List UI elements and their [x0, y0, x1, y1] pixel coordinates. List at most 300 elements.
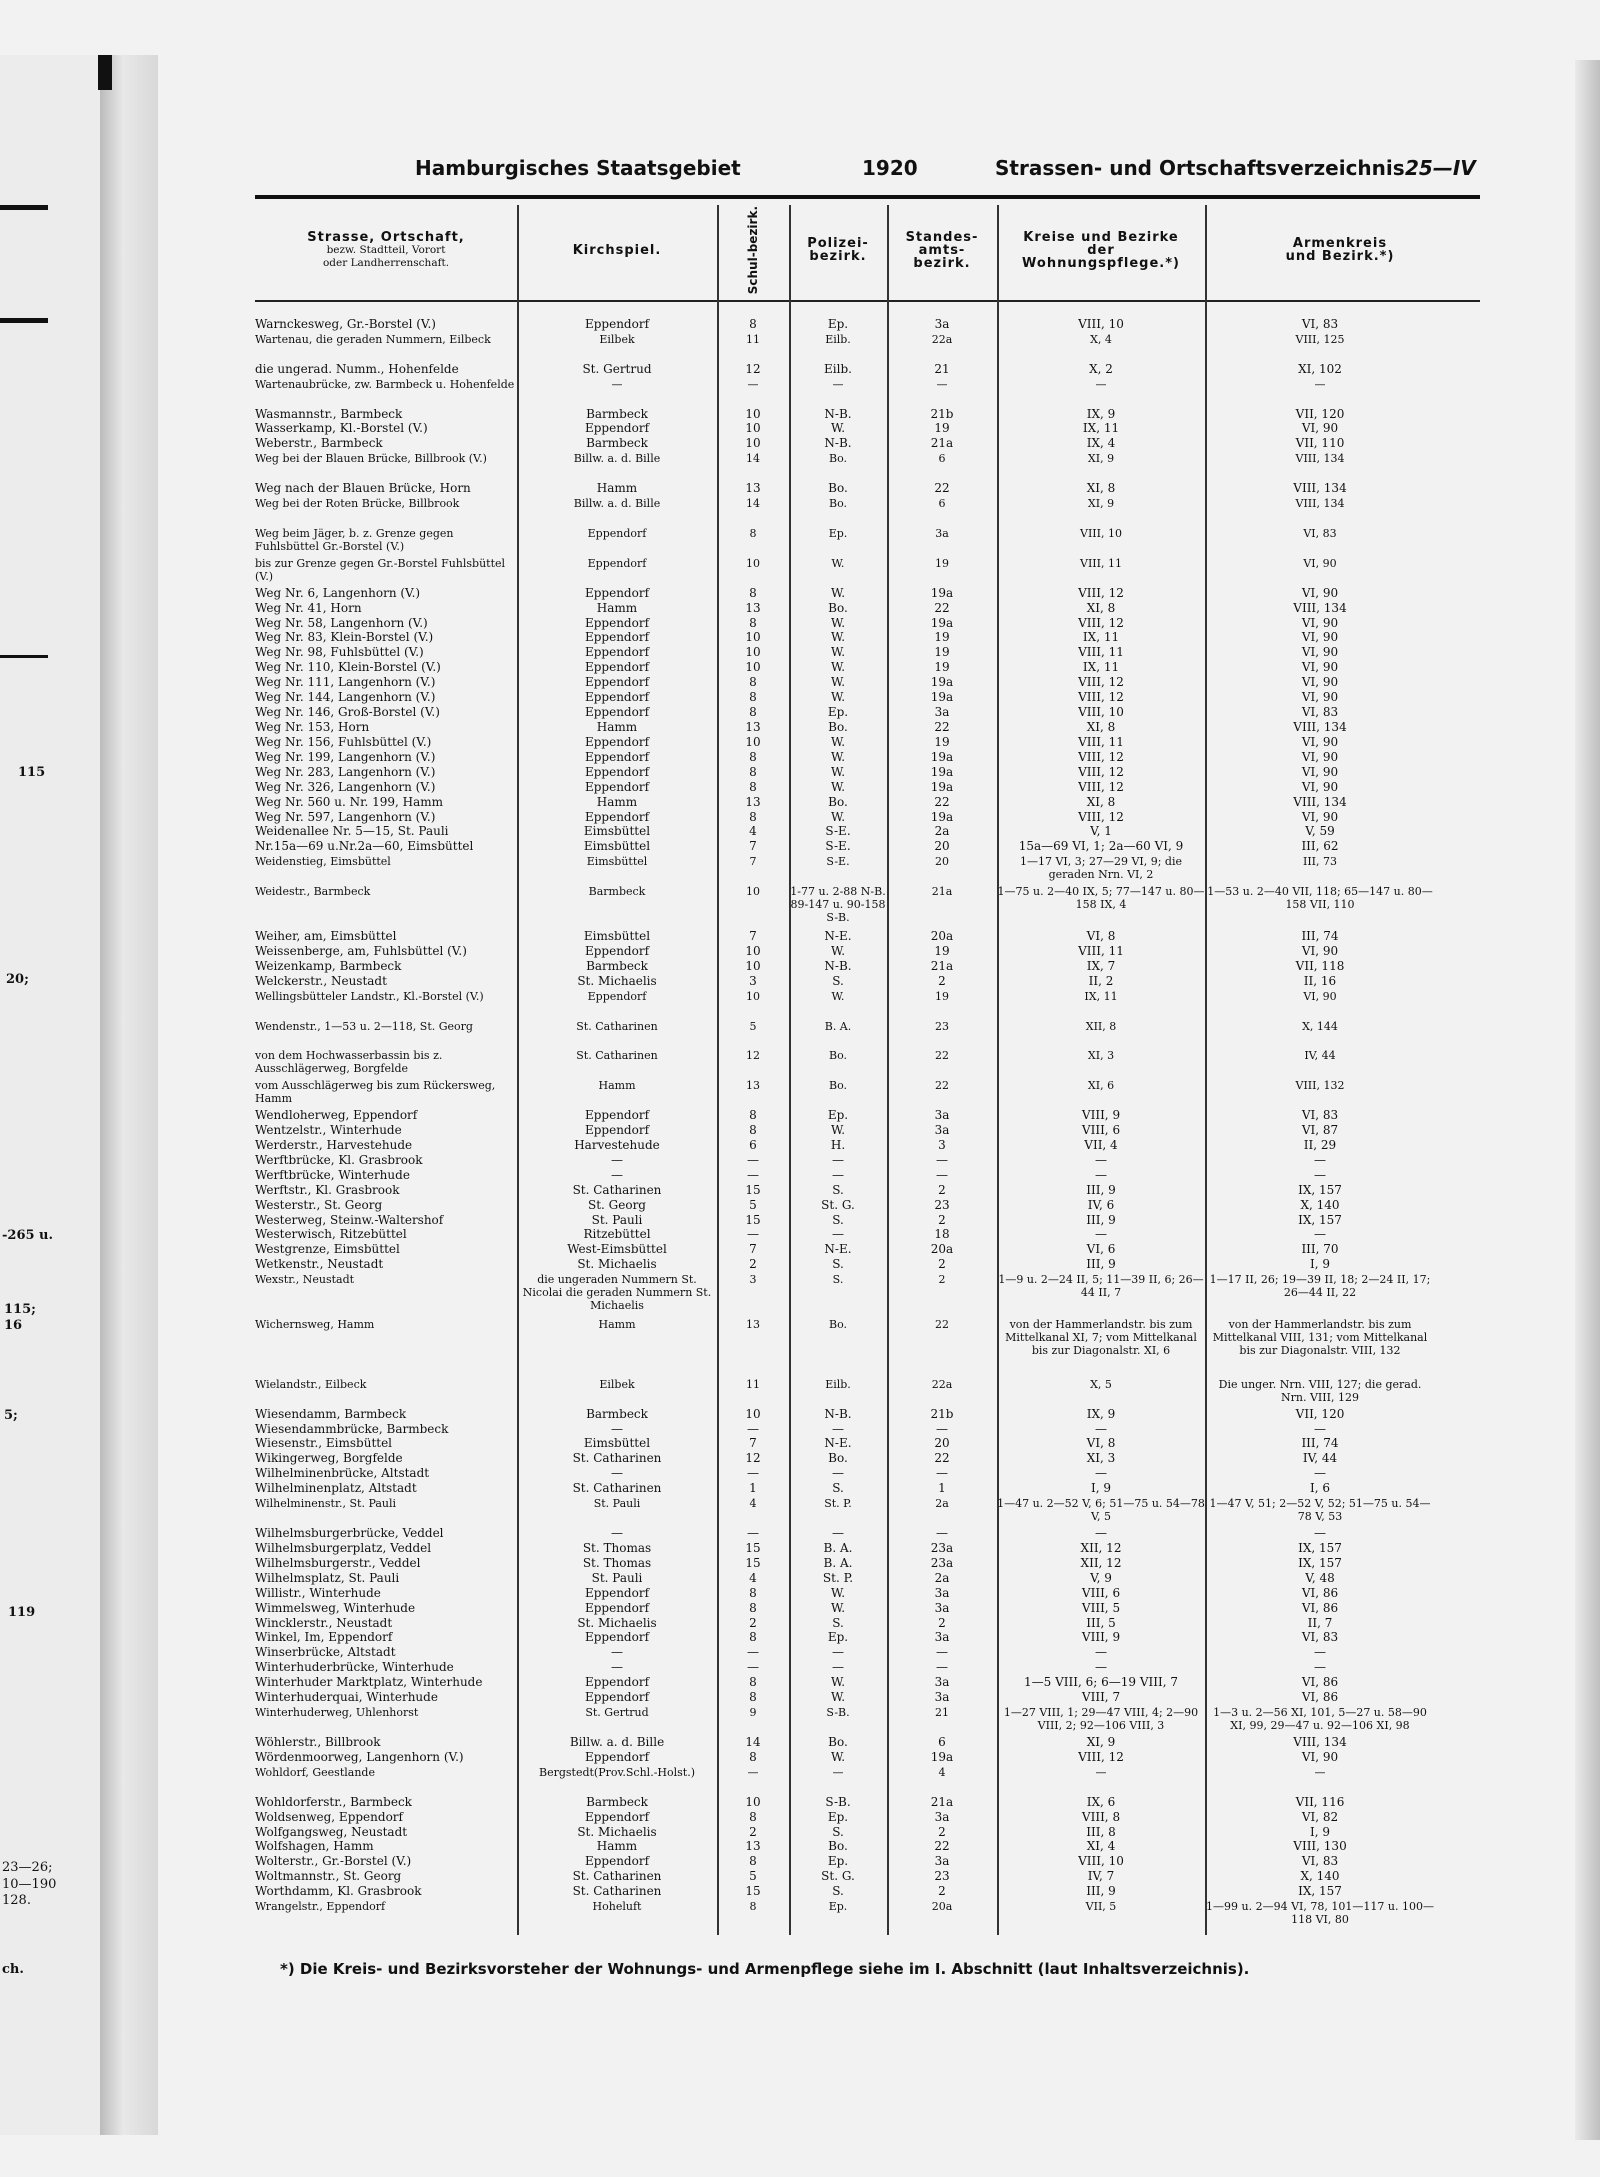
standesamtsbezirk-cell: 4 [938, 1765, 946, 1779]
standesamtsbezirk-cell: 20a [930, 1242, 954, 1257]
wohnungspflege-cell: VIII, 12 [1078, 585, 1124, 600]
standesamtsbezirk-cell: 21a [930, 958, 954, 973]
wohnungspflege-cell: VI, 6 [1086, 1242, 1116, 1257]
table-row [255, 1184, 1480, 1199]
table-row [255, 1900, 1480, 1930]
armenkreis-cell: VII, 118 [1295, 958, 1345, 973]
wohnungspflege-cell: VIII, 12 [1078, 809, 1124, 824]
wohnungspflege-cell: XII, 12 [1080, 1555, 1122, 1570]
wohnungspflege-cell: IX, 11 [1084, 989, 1118, 1003]
kirchspiel-cell: Hamm [596, 720, 638, 734]
wohnungspflege-cell: I, 9 [1090, 1481, 1111, 1496]
polizeibezirk-cell: St. P. [824, 1497, 852, 1511]
street-name-cell: Westerweg, Steinw.-Waltershof [255, 1212, 444, 1227]
standesamtsbezirk-cell: 22 [934, 1451, 950, 1466]
table-row [255, 437, 1480, 452]
street-name-cell: die ungerad. Numm., Hohenfelde [255, 361, 459, 376]
table-row [255, 1617, 1480, 1632]
schulbezirk-cell: 10 [746, 989, 760, 1003]
wohnungspflege-cell: — [1095, 377, 1107, 391]
armenkreis-cell: VIII, 134 [1293, 720, 1347, 734]
street-name-cell: Werftstr., Kl. Grasbrook [255, 1182, 400, 1197]
polizeibezirk-cell: Ep. [827, 1809, 849, 1824]
armenkreis-cell: VI, 86 [1301, 1600, 1339, 1615]
polizeibezirk-cell: St. G. [821, 1869, 855, 1884]
standesamtsbezirk-cell: 3a [934, 1108, 950, 1123]
schulbezirk-cell: 14 [746, 452, 760, 466]
kirchspiel-cell: West-Eimsbüttel [567, 1242, 667, 1257]
street-name-cell: Weissenberge, am, Fuhlsbüttel (V.) [255, 943, 467, 958]
street-name-cell: Wartenau, die geraden Nummern, Eilbeck [255, 332, 491, 346]
armenkreis-cell: VI, 90 [1301, 645, 1339, 660]
wohnungspflege-cell: 1—17 VI, 3; 27—29 VI, 9; die geraden Nrn. VI, 2 [1019, 855, 1183, 882]
table-row [255, 1826, 1480, 1841]
column-title: Schul-bezirk. [745, 205, 760, 295]
polizeibezirk-cell: B. A. [823, 1540, 853, 1555]
kirchspiel-cell: Eppendorf [584, 615, 650, 630]
table-row [255, 1840, 1480, 1855]
table-row [255, 1542, 1480, 1557]
schulbezirk-cell: 13 [745, 794, 761, 809]
standesamtsbezirk-cell: — [936, 377, 948, 391]
street-name-cell: Wilhelminenstr., St. Pauli [255, 1497, 397, 1511]
left-fragment: 128. [2, 1893, 31, 1908]
table-row [255, 825, 1480, 840]
kirchspiel-cell: Eilbek [599, 1377, 635, 1391]
table-row [255, 1691, 1480, 1706]
wohnungspflege-cell: — [1095, 1152, 1107, 1167]
schulbezirk-cell: 7 [749, 1242, 757, 1257]
schulbezirk-cell: 10 [745, 943, 761, 958]
armenkreis-cell: VII, 120 [1295, 406, 1345, 421]
armenkreis-cell: I, 9 [1309, 1824, 1330, 1839]
polizeibezirk-cell: Ep. [828, 526, 848, 540]
wohnungspflege-cell: III, 9 [1086, 1182, 1116, 1197]
polizeibezirk-cell: W. [831, 989, 845, 1003]
schulbezirk-cell: 14 [746, 497, 760, 511]
wohnungspflege-cell: VIII, 12 [1078, 749, 1124, 764]
wohnungspflege-cell: VII, 5 [1085, 1900, 1117, 1914]
polizeibezirk-cell: W. [831, 556, 845, 570]
left-rule [0, 205, 48, 210]
armenkreis-cell: VI, 90 [1301, 630, 1339, 645]
left-rule [0, 318, 48, 323]
table-row [255, 1408, 1480, 1423]
wohnungspflege-cell: XII, 8 [1085, 1019, 1117, 1033]
street-name-cell: Werftbrücke, Winterhude [255, 1167, 410, 1182]
armenkreis-cell: VIII, 134 [1293, 794, 1347, 809]
wohnungspflege-cell: VIII, 11 [1078, 645, 1124, 660]
standesamtsbezirk-cell: 19 [934, 660, 950, 675]
table-row [255, 1228, 1480, 1243]
street-name-cell: Wolterstr., Gr.-Borstel (V.) [255, 1854, 412, 1869]
armenkreis-cell: VI, 83 [1301, 1854, 1339, 1869]
armenkreis-cell: I, 6 [1309, 1481, 1330, 1496]
wohnungspflege-cell: VIII, 9 [1081, 1108, 1121, 1123]
table-row [255, 1885, 1480, 1900]
table-row [255, 1020, 1480, 1050]
wohnungspflege-cell: XI, 4 [1086, 1839, 1116, 1854]
standesamtsbezirk-cell: 21 [935, 1706, 949, 1720]
table-row [255, 1602, 1480, 1617]
table-row [255, 1243, 1480, 1258]
schulbezirk-cell: 8 [749, 585, 757, 600]
standesamtsbezirk-cell: 19 [934, 630, 950, 645]
kirchspiel-cell: St. Catharinen [572, 1884, 662, 1899]
polizeibezirk-cell: 1-77 u. 2-88 N-B. 89-147 u. 90-158 S-B. [790, 885, 886, 925]
standesamtsbezirk-cell: 19a [930, 690, 954, 705]
schulbezirk-cell: 8 [749, 1630, 757, 1645]
armenkreis-cell: — [1314, 1466, 1326, 1481]
table-row [255, 1049, 1480, 1079]
schulbezirk-cell: 7 [749, 855, 757, 869]
kirchspiel-cell: Eilbek [599, 332, 635, 346]
armenkreis-cell: VI, 90 [1301, 421, 1339, 436]
schulbezirk-cell: — [747, 1660, 759, 1675]
right-page-edge [1575, 60, 1600, 2140]
standesamtsbezirk-cell: 2 [938, 1212, 946, 1227]
table-row [255, 766, 1480, 781]
polizeibezirk-cell: Bo. [828, 1049, 847, 1063]
standesamtsbezirk-cell: 20 [934, 839, 950, 854]
wohnungspflege-cell: — [1095, 1466, 1107, 1481]
kirchspiel-cell: Hoheluft [592, 1900, 642, 1914]
kirchspiel-cell: Eppendorf [587, 526, 647, 540]
polizeibezirk-cell: S. [832, 1481, 844, 1496]
standesamtsbezirk-cell: 19 [935, 989, 949, 1003]
left-fragment: 119 [8, 1605, 36, 1620]
kirchspiel-cell: Eppendorf [584, 675, 650, 690]
table-row [255, 751, 1480, 766]
polizeibezirk-cell: Bo. [828, 1318, 847, 1332]
polizeibezirk-cell: N-B. [824, 406, 852, 421]
wohnungspflege-cell: VIII, 12 [1078, 779, 1124, 794]
kirchspiel-cell: Eppendorf [584, 660, 650, 675]
kirchspiel-cell: — [611, 1152, 623, 1167]
schulbezirk-cell: 11 [746, 1377, 760, 1391]
polizeibezirk-cell: W. [830, 660, 846, 675]
street-name-cell: Weg Nr. 153, Horn [255, 720, 370, 734]
standesamtsbezirk-cell: 20 [935, 855, 949, 869]
armenkreis-cell: VI, 90 [1303, 556, 1337, 570]
table-row [255, 1214, 1480, 1229]
table-row [255, 1079, 1480, 1109]
wohnungspflege-cell: X, 5 [1090, 1377, 1112, 1391]
standesamtsbezirk-cell: 3a [934, 1123, 950, 1137]
table-row [255, 1676, 1480, 1691]
polizeibezirk-cell: W. [830, 764, 846, 779]
header-region: Hamburgisches Staatsgebiet [415, 156, 741, 180]
polizeibezirk-cell: W. [830, 943, 846, 958]
wohnungspflege-cell: III, 8 [1086, 1824, 1116, 1839]
kirchspiel-cell: St. Georg [587, 1197, 646, 1212]
armenkreis-cell: III, 74 [1301, 928, 1339, 943]
standesamtsbezirk-cell: 22 [935, 1079, 949, 1093]
kirchspiel-cell: Eimsbüttel [586, 855, 648, 869]
polizeibezirk-cell: — [832, 1421, 844, 1436]
standesamtsbezirk-cell: 23a [930, 1555, 954, 1570]
kirchspiel-cell: Eppendorf [584, 1600, 650, 1615]
armenkreis-cell: VI, 83 [1301, 317, 1339, 331]
wohnungspflege-cell: von der Hammerlandstr. bis zum Mittelkanal XI, 7; vom Mittelkanal bis zur Diagonalstr. XI, 6 [1005, 1318, 1197, 1358]
polizeibezirk-cell: Eilb. [825, 332, 851, 346]
standesamtsbezirk-cell: 18 [934, 1227, 950, 1242]
table-row [255, 527, 1480, 557]
schulbezirk-cell: 10 [745, 1794, 761, 1809]
wohnungspflege-cell: XI, 3 [1086, 1451, 1116, 1466]
wohnungspflege-cell: XI, 8 [1086, 794, 1116, 809]
street-name-cell: Winterhuderquai, Winterhude [255, 1690, 438, 1705]
standesamtsbezirk-cell: — [936, 1526, 948, 1540]
street-name-cell: Wimmelsweg, Winterhude [255, 1600, 416, 1615]
left-fragment: -265 u. [2, 1228, 54, 1243]
schulbezirk-cell: — [747, 1765, 759, 1779]
schulbezirk-cell: 8 [749, 1600, 757, 1615]
wohnungspflege-cell: XI, 9 [1087, 497, 1115, 511]
schulbezirk-cell: 10 [746, 885, 760, 899]
wohnungspflege-cell: 1—47 u. 2—52 V, 6; 51—75 u. 54—78 V, 5 [997, 1497, 1205, 1524]
street-name-cell: Woldsenweg, Eppendorf [255, 1809, 403, 1824]
armenkreis-cell: VIII, 132 [1295, 1079, 1345, 1093]
polizeibezirk-cell: St. P. [822, 1570, 854, 1585]
wohnungspflege-cell: VIII, 11 [1078, 943, 1124, 958]
header-bottom-rule [255, 300, 1480, 302]
armenkreis-cell: XI, 102 [1298, 361, 1342, 376]
table-row [255, 1467, 1480, 1482]
kirchspiel-cell: Billw. a. d. Bille [573, 497, 661, 511]
polizeibezirk-cell: N-E. [824, 1436, 852, 1451]
polizeibezirk-cell: W. [830, 1749, 846, 1764]
standesamtsbezirk-cell: — [936, 1645, 948, 1660]
wohnungspflege-cell: 1—75 u. 2—40 IX, 5; 77—147 u. 80—158 IX, 4 [997, 885, 1205, 912]
armenkreis-cell: 1—17 II, 26; 19—39 II, 18; 2—24 II, 17; 26—44 II, 22 [1209, 1273, 1431, 1300]
polizeibezirk-cell: Bo. [828, 794, 848, 809]
standesamtsbezirk-cell: 22a [931, 1377, 953, 1391]
kirchspiel-cell: St. Pauli [591, 1570, 643, 1585]
street-name-cell: Weg Nr. 110, Klein-Borstel (V.) [255, 660, 441, 675]
standesamtsbezirk-cell: 19 [934, 734, 950, 749]
polizeibezirk-cell: W. [830, 585, 846, 600]
polizeibezirk-cell: W. [830, 421, 846, 436]
table-row [255, 736, 1480, 751]
standesamtsbezirk-cell: — [936, 1167, 948, 1182]
street-name-cell: Wincklerstr., Neustadt [255, 1615, 393, 1630]
table-row [255, 1646, 1480, 1661]
kirchspiel-cell: Eppendorf [584, 705, 650, 720]
armenkreis-cell: — [1314, 1152, 1326, 1167]
schulbezirk-cell: 13 [745, 600, 761, 615]
wohnungspflege-cell: VIII, 7 [1081, 1690, 1121, 1705]
polizeibezirk-cell: Ep. [827, 317, 849, 331]
street-name-cell: Weidenallee Nr. 5—15, St. Pauli [255, 824, 449, 839]
wohnungspflege-cell: XI, 3 [1087, 1049, 1115, 1063]
wohnungspflege-cell: — [1095, 1645, 1107, 1660]
street-name-cell: Weg Nr. 83, Klein-Borstel (V.) [255, 630, 434, 645]
wohnungspflege-cell: XII, 12 [1080, 1540, 1122, 1555]
armenkreis-cell: VI, 86 [1301, 1675, 1339, 1690]
kirchspiel-cell: St. Michaelis [577, 1615, 657, 1630]
polizeibezirk-cell: — [832, 1167, 844, 1182]
polizeibezirk-cell: S. [832, 1615, 844, 1630]
schulbezirk-cell: 2 [749, 1615, 757, 1630]
column-subtitle: bezw. Stadtteil, Vorort [326, 243, 446, 256]
kirchspiel-cell: Barmbeck [586, 1406, 648, 1421]
polizeibezirk-cell: Ep. [828, 1900, 848, 1914]
schulbezirk-cell: 4 [749, 1497, 757, 1511]
schulbezirk-cell: 3 [749, 1273, 757, 1287]
table-row [255, 1661, 1480, 1676]
schulbezirk-cell: 13 [745, 481, 761, 496]
polizeibezirk-cell: S. [832, 1182, 844, 1197]
armenkreis-cell: III, 73 [1302, 855, 1338, 869]
table-row [255, 378, 1480, 408]
standesamtsbezirk-cell: 1 [938, 1481, 946, 1496]
polizeibezirk-cell: S. [832, 1884, 844, 1899]
standesamtsbezirk-cell: 20a [930, 928, 954, 943]
kirchspiel-cell: Bergstedt(Prov.Schl.-Holst.) [538, 1765, 695, 1779]
standesamtsbezirk-cell: 19 [935, 556, 949, 570]
street-name-cell: Wexstr., Neustadt [255, 1273, 355, 1287]
armenkreis-cell: VI, 90 [1301, 1749, 1339, 1764]
column-title: Kreise und Bezirke [1023, 229, 1179, 245]
armenkreis-cell: VIII, 134 [1293, 1734, 1347, 1749]
street-name-cell: Warnckesweg, Gr.-Borstel (V.) [255, 317, 436, 331]
street-name-cell: Wasmannstr., Barmbeck [255, 406, 403, 421]
street-name-cell: Wendloherweg, Eppendorf [255, 1108, 418, 1123]
table-row [255, 1706, 1480, 1736]
schulbezirk-cell: 15 [745, 1555, 761, 1570]
street-name-cell: Weberstr., Barmbeck [255, 436, 383, 451]
polizeibezirk-cell: S. [832, 1824, 844, 1839]
wohnungspflege-cell: X, 2 [1089, 361, 1113, 376]
kirchspiel-cell: Billw. a. d. Bille [573, 452, 661, 466]
column-header-armenkreis [1205, 205, 1475, 295]
column-title: bezirk. [809, 249, 867, 264]
kirchspiel-cell: St. Catharinen [576, 1049, 658, 1063]
wohnungspflege-cell: XI, 9 [1086, 1734, 1116, 1749]
kirchspiel-cell: St. Pauli [591, 1212, 643, 1227]
polizeibezirk-cell: W. [830, 645, 846, 660]
wohnungspflege-cell: — [1095, 1227, 1107, 1242]
armenkreis-cell: V, 59 [1305, 824, 1335, 839]
kirchspiel-cell: — [611, 1526, 623, 1540]
standesamtsbezirk-cell: — [936, 1466, 948, 1481]
polizeibezirk-cell: St. G. [821, 1197, 855, 1212]
kirchspiel-cell: Eppendorf [584, 585, 650, 600]
schulbezirk-cell: 15 [745, 1884, 761, 1899]
kirchspiel-cell: — [611, 377, 623, 391]
armenkreis-cell: VI, 90 [1301, 809, 1339, 824]
wohnungspflege-cell: VIII, 12 [1078, 1749, 1124, 1764]
standesamtsbezirk-cell: 20 [934, 1436, 950, 1451]
table-row [255, 1199, 1480, 1214]
street-name-cell: Wartenaubrücke, zw. Barmbeck u. Hohenfelde [255, 377, 515, 391]
column-title: der [1087, 242, 1115, 258]
wohnungspflege-cell: VIII, 11 [1080, 556, 1122, 570]
schulbezirk-cell: 10 [745, 406, 761, 421]
armenkreis-cell: 1—53 u. 2—40 VII, 118; 65—147 u. 80—158 VII, 110 [1207, 885, 1433, 912]
wohnungspflege-cell: VIII, 12 [1078, 764, 1124, 779]
table-row [255, 796, 1480, 811]
polizeibezirk-cell: B. A. [824, 1019, 852, 1033]
polizeibezirk-cell: Bo. [828, 600, 848, 615]
table-row [255, 318, 1480, 333]
schulbezirk-cell: 2 [749, 1824, 757, 1839]
street-name-cell: Weg Nr. 41, Horn [255, 600, 362, 615]
table-row [255, 1736, 1480, 1751]
table-row [255, 1154, 1480, 1169]
street-name-cell: Wilhelmsburgerstr., Veddel [255, 1555, 421, 1570]
armenkreis-cell: VI, 83 [1301, 1108, 1339, 1123]
polizeibezirk-cell: Eilb. [825, 1377, 851, 1391]
schulbezirk-cell: 6 [749, 1137, 757, 1152]
armenkreis-cell: VIII, 134 [1293, 481, 1347, 496]
armenkreis-cell: VIII, 130 [1293, 1839, 1347, 1854]
wohnungspflege-cell: 1—27 VIII, 1; 29—47 VIII, 4; 2—90 VIII, 2; 92—106 VIII, 3 [1003, 1706, 1199, 1733]
wohnungspflege-cell: III, 9 [1086, 1884, 1116, 1899]
armenkreis-cell: — [1314, 1660, 1326, 1675]
schulbezirk-cell: 8 [749, 1749, 757, 1764]
polizeibezirk-cell: S-E. [825, 839, 851, 854]
wohnungspflege-cell: IX, 11 [1082, 660, 1120, 675]
armenkreis-cell: VI, 90 [1301, 675, 1339, 690]
street-name-cell: Wilhelmsburgerplatz, Veddel [255, 1540, 432, 1555]
table-row [255, 422, 1480, 437]
standesamtsbezirk-cell: 3a [934, 317, 950, 331]
armenkreis-cell: — [1314, 1645, 1326, 1660]
table-row [255, 557, 1480, 587]
schulbezirk-cell: 5 [749, 1197, 757, 1212]
schulbezirk-cell: — [747, 1167, 759, 1182]
polizeibezirk-cell: W. [830, 615, 846, 630]
schulbezirk-cell: — [747, 1152, 759, 1167]
wohnungspflege-cell: — [1095, 1765, 1107, 1779]
schulbezirk-cell: 5 [749, 1869, 757, 1884]
standesamtsbezirk-cell: 19 [934, 943, 950, 958]
polizeibezirk-cell: — [832, 1765, 844, 1779]
table-row [255, 1318, 1480, 1378]
street-name-cell: Westerwisch, Ritzebüttel [255, 1227, 407, 1242]
kirchspiel-cell: Barmbeck [586, 406, 648, 421]
armenkreis-cell: VI, 86 [1301, 1690, 1339, 1705]
column-title: Polizei- [807, 236, 869, 251]
street-name-cell: Winterhuderweg, Uhlenhorst [255, 1706, 419, 1720]
armenkreis-cell: von der Hammerlandstr. bis zum Mittelkanal VIII, 131; vom Mittelkanal bis zur Diagonalstr. VIII, 132 [1212, 1318, 1428, 1358]
kirchspiel-cell: St. Thomas [582, 1555, 652, 1570]
armenkreis-cell: VI, 90 [1303, 989, 1337, 1003]
schulbezirk-cell: 8 [749, 690, 757, 705]
standesamtsbezirk-cell: 19a [930, 764, 954, 779]
schulbezirk-cell: 10 [745, 436, 761, 451]
table-row [255, 975, 1480, 990]
schulbezirk-cell: 12 [746, 1049, 760, 1063]
standesamtsbezirk-cell: 2 [938, 1182, 946, 1197]
standesamtsbezirk-cell: 21a [931, 885, 953, 899]
wohnungspflege-cell: II, 2 [1088, 973, 1114, 988]
wohnungspflege-cell: IX, 6 [1086, 1794, 1116, 1809]
table-row [255, 1557, 1480, 1572]
schulbezirk-cell: 10 [745, 645, 761, 660]
standesamtsbezirk-cell: — [936, 1152, 948, 1167]
armenkreis-cell: VI, 82 [1301, 1809, 1339, 1824]
standesamtsbezirk-cell: 2a [934, 1570, 950, 1585]
armenkreis-cell: V, 48 [1305, 1570, 1335, 1585]
standesamtsbezirk-cell: 19a [930, 749, 954, 764]
standesamtsbezirk-cell: 20a [931, 1900, 953, 1914]
schulbezirk-cell: 8 [749, 749, 757, 764]
kirchspiel-cell: Billw. a. d. Bille [569, 1734, 665, 1749]
kirchspiel-cell: Eppendorf [584, 1690, 650, 1705]
